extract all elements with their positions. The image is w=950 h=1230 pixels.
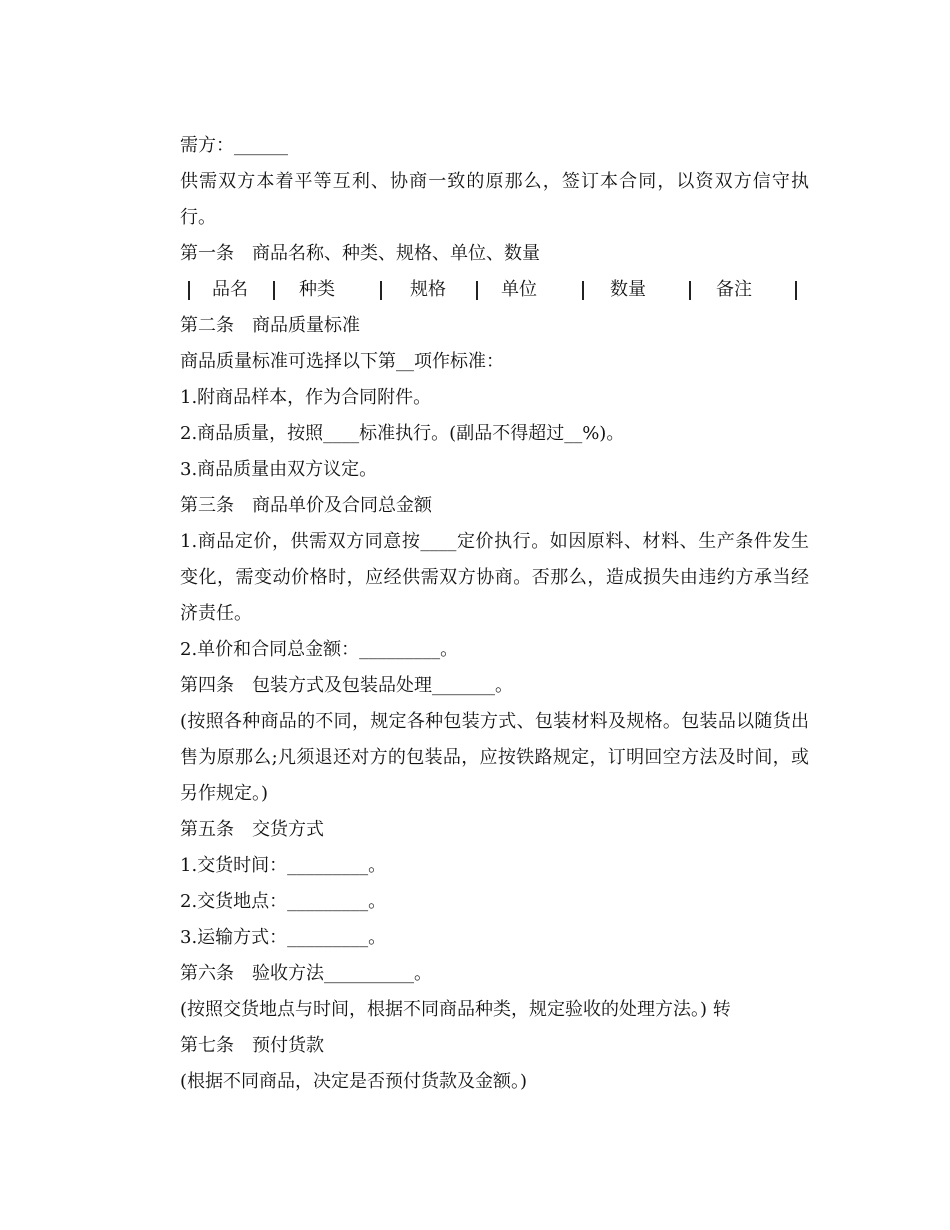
table-divider (188, 281, 190, 300)
article-3-heading: 第三条 商品单价及合同总金额 (180, 495, 432, 516)
document-body (144, 128, 809, 1100)
pricing-item-1: 1.商品定价，供需双方同意按____定价执行。如因原料、材料、生产条件发生变化，需变动价格时，应经供需双方协商。否那么，造成损失由违约方承当经济责任。 (180, 531, 809, 624)
header-cell-quantity: 数量 (610, 279, 646, 300)
packaging-note: (按照各种商品的不同，规定各种包装方式、包装材料及规格。包装品以随货出售为原那么;凡须退还对方的包装品，应按铁路规定，订明回空方法及时间，或另作规定。) (180, 711, 809, 804)
advance-payment-note: (根据不同商品，决定是否预付货款及金额。) (180, 1071, 528, 1092)
header-cell-spec: 规格 (410, 279, 446, 300)
article-7-heading: 第七条 预付货款 (180, 1035, 324, 1056)
quality-item-1: 1.附商品样本，作为合同附件。 (180, 387, 432, 408)
buyer-line: 需方：______ (180, 135, 288, 156)
quality-standard-intro: 商品质量标准可选择以下第__项作标准： (180, 351, 504, 372)
table-divider (689, 281, 691, 300)
header-cell-remark: 备注 (716, 279, 752, 300)
delivery-item-1: 1.交货时间：_________。 (180, 855, 387, 876)
delivery-item-3: 3.运输方式：_________。 (180, 927, 387, 948)
table-divider (273, 281, 275, 300)
article-2-heading: 第二条 商品质量标准 (180, 315, 360, 336)
article-1-heading: 第一条 商品名称、种类、规格、单位、数量 (180, 243, 540, 264)
preamble-paragraph: 供需双方本着平等互利、协商一致的原那么，签订本合同，以资双方信守执行。 (180, 171, 809, 228)
pricing-item-2: 2.单价和合同总金额：_________。 (180, 639, 459, 660)
table-divider (380, 281, 382, 300)
goods-table-header (144, 272, 809, 308)
table-divider (795, 281, 797, 300)
header-cell-type: 种类 (299, 279, 335, 300)
article-5-heading: 第五条 交货方式 (180, 819, 324, 840)
article-6-heading: 第六条 验收方法__________。 (180, 963, 432, 984)
quality-item-2: 2.商品质量，按照____标准执行。(副品不得超过__%)。 (180, 423, 625, 444)
table-divider (476, 281, 478, 300)
table-divider (582, 281, 584, 300)
delivery-item-2: 2.交货地点：_________。 (180, 891, 387, 912)
header-cell-name: 品名 (212, 279, 248, 300)
article-4-heading: 第四条 包装方式及包装品处理_______。 (180, 675, 513, 696)
header-cell-unit: 单位 (501, 279, 537, 300)
inspection-note: (按照交货地点与时间，根据不同商品种类，规定验收的处理方法。) 转 (180, 999, 731, 1020)
quality-item-3: 3.商品质量由双方议定。 (180, 459, 378, 480)
